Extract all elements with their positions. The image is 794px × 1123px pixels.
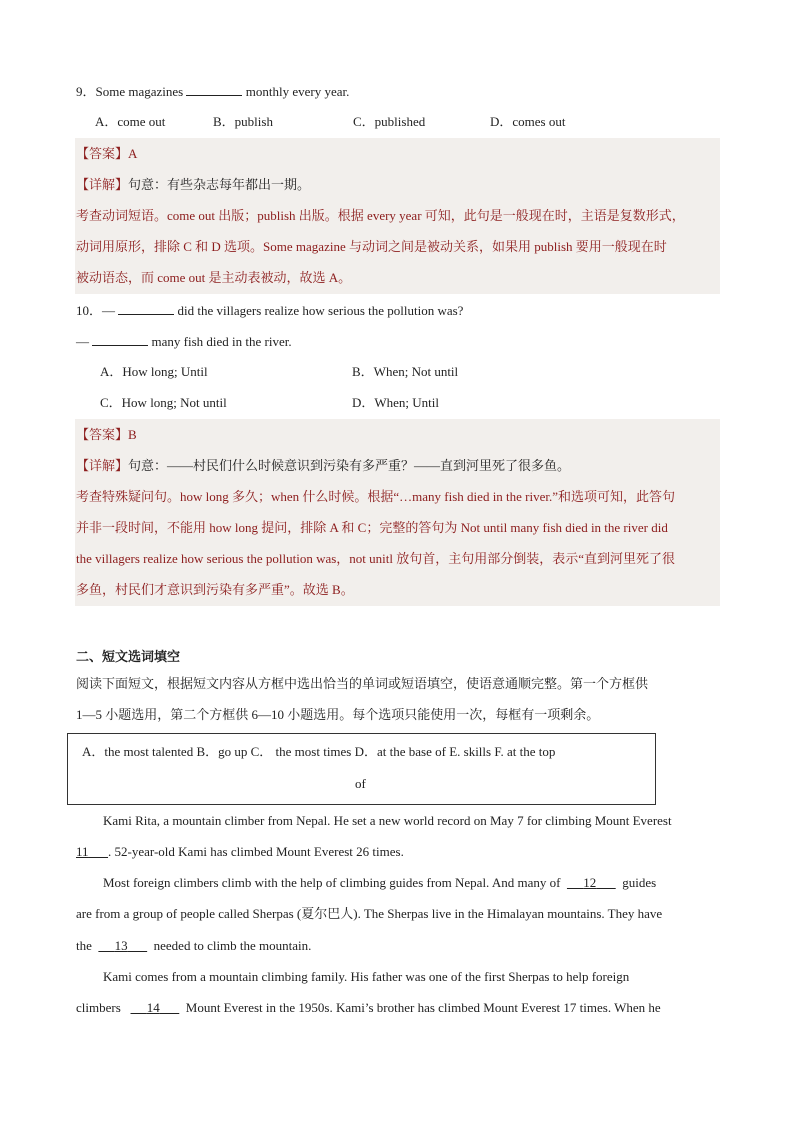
blank-12 [567,875,616,890]
passage-p2-text-end: guides [622,875,657,890]
q9-blank [186,81,242,96]
q10-explain-2: 并非一段时间，不能用 how long 提问，排除 A 和 C；完整的答句为 Not until many fish died in the river did [76,520,668,535]
q10-stem-text-end: did the villagers realize how serious the pollution was? [177,303,464,318]
blank-11-number: 11 [76,844,89,859]
blank-13-number: 13 [114,938,128,953]
passage-p3-text-end: Mount Everest in the 1950s. Kami’s brother has climbed Mount Everest 17 times. When he [185,1000,661,1015]
answer-label: 【答案】 [76,146,129,161]
q10-option-a: A．How long; Until [100,364,208,379]
passage-p2-line-2: are from a group of people called Sherpas (夏尔巴人). The Sherpas live in the Himalayan mountains. They have [76,906,663,921]
word-box-line-2: of [355,776,366,791]
section-instruction-1: 阅读下面短文，根据短文内容从方框中选出恰当的单词或短语填空，使语意通顺完整。第一个方框供 [76,676,649,691]
q10-stem-text: 10．— [76,303,116,318]
q10-explain-3: the villagers realize how serious the pollution was，not unitl 放句首，主句用部分倒装，表示“直到河里死了很 [76,551,676,566]
q10-meaning: 句意：——村民们什么时候意识到污染有多严重？——直到河里死了很多鱼。 [128,458,571,473]
q10-stem-2-text: — [76,334,89,349]
passage-p2-line-1 [103,873,656,893]
q10-detail [76,456,570,476]
section-instruction-2: 1—5 小题选用，第二个方框供 6—10 小题选用。每个选项只能使用一次，每框有一项剩余。 [76,707,600,722]
q10-option-b: B．When; Not until [352,364,459,379]
q9-option-a: A．come out [95,114,166,129]
passage-p1-line-2 [76,842,404,862]
q10-stem-1 [76,300,463,321]
q10-option-d: D．When; Until [352,395,440,410]
q9-option-b: B．publish [213,114,273,129]
answer-value: B [128,427,137,442]
passage-p2-3-text: the [76,938,92,953]
q9-meaning: 句意：有些杂志每年都出一期。 [128,177,311,192]
q10-answer-block [75,419,720,606]
passage-p1-line-1: Kami Rita, a mountain climber from Nepal. He set a new world record on May 7 for climbing Mount Everest [103,813,672,828]
q9-stem [76,81,349,102]
q9-option-c: C．published [353,114,426,129]
answer-label: 【答案】 [76,427,129,442]
q10-option-c: C．How long; Not until [100,395,227,410]
passage-p2-3-text-end: needed to climb the mountain. [153,938,312,953]
passage-p3-text: climbers [76,1000,121,1015]
word-box-line-1: A．the most talented B．go up C． the most times D．at the base of E. skills F. at the top [82,744,556,759]
q9-stem-text-end: monthly every year. [245,84,350,99]
detail-label: 【详解】 [76,458,129,473]
passage-p3-line-2 [76,998,661,1018]
q9-explain-3: 被动语态，而 come out 是主动表被动，故选 A。 [76,270,352,285]
passage-p3-line-1: Kami comes from a mountain climbing family. His father was one of the first Sherpas to help foreign [103,969,630,984]
q10-explain-1: 考查特殊疑问句。how long 多久；when 什么时候。根据“…many fish died in the river.”和选项可知，此答句 [76,489,676,504]
passage-p2-text: Most foreign climbers climb with the help of climbing guides from Nepal. And many of [103,875,561,890]
q9-option-d: D．comes out [490,114,566,129]
blank-11 [76,844,108,859]
q10-blank-1 [118,300,174,315]
blank-13 [98,938,147,953]
q10-stem-2 [76,331,292,352]
blank-12-number: 12 [583,875,597,890]
answer-value: A [128,146,138,161]
q9-explain-1: 考查动词短语。come out 出版；publish 出版。根据 every year 可知，此句是一般现在时，主语是复数形式， [76,208,685,223]
q9-answer [76,144,137,164]
q10-stem-2-text-end: many fish died in the river. [151,334,292,349]
blank-14 [131,1000,180,1015]
blank-14-number: 14 [146,1000,160,1015]
section-title: 二、短文选词填空 [76,650,181,665]
passage-p2-line-3 [76,936,311,956]
q9-explain-2: 动词用原形，排除 C 和 D 选项。Some magazine 与动词之间是被动关系，如果用 publish 要用一般现在时 [76,239,667,254]
q10-answer [76,425,137,445]
q10-blank-2 [92,331,148,346]
passage-p1-text: . 52-year-old Kami has climbed Mount Everest 26 times. [108,844,404,859]
detail-label: 【详解】 [76,177,129,192]
q9-stem-text: 9．Some magazines [76,84,184,99]
q10-explain-4: 多鱼，村民们才意识到污染有多严重”。故选 B。 [76,582,354,597]
q9-detail [76,175,310,195]
